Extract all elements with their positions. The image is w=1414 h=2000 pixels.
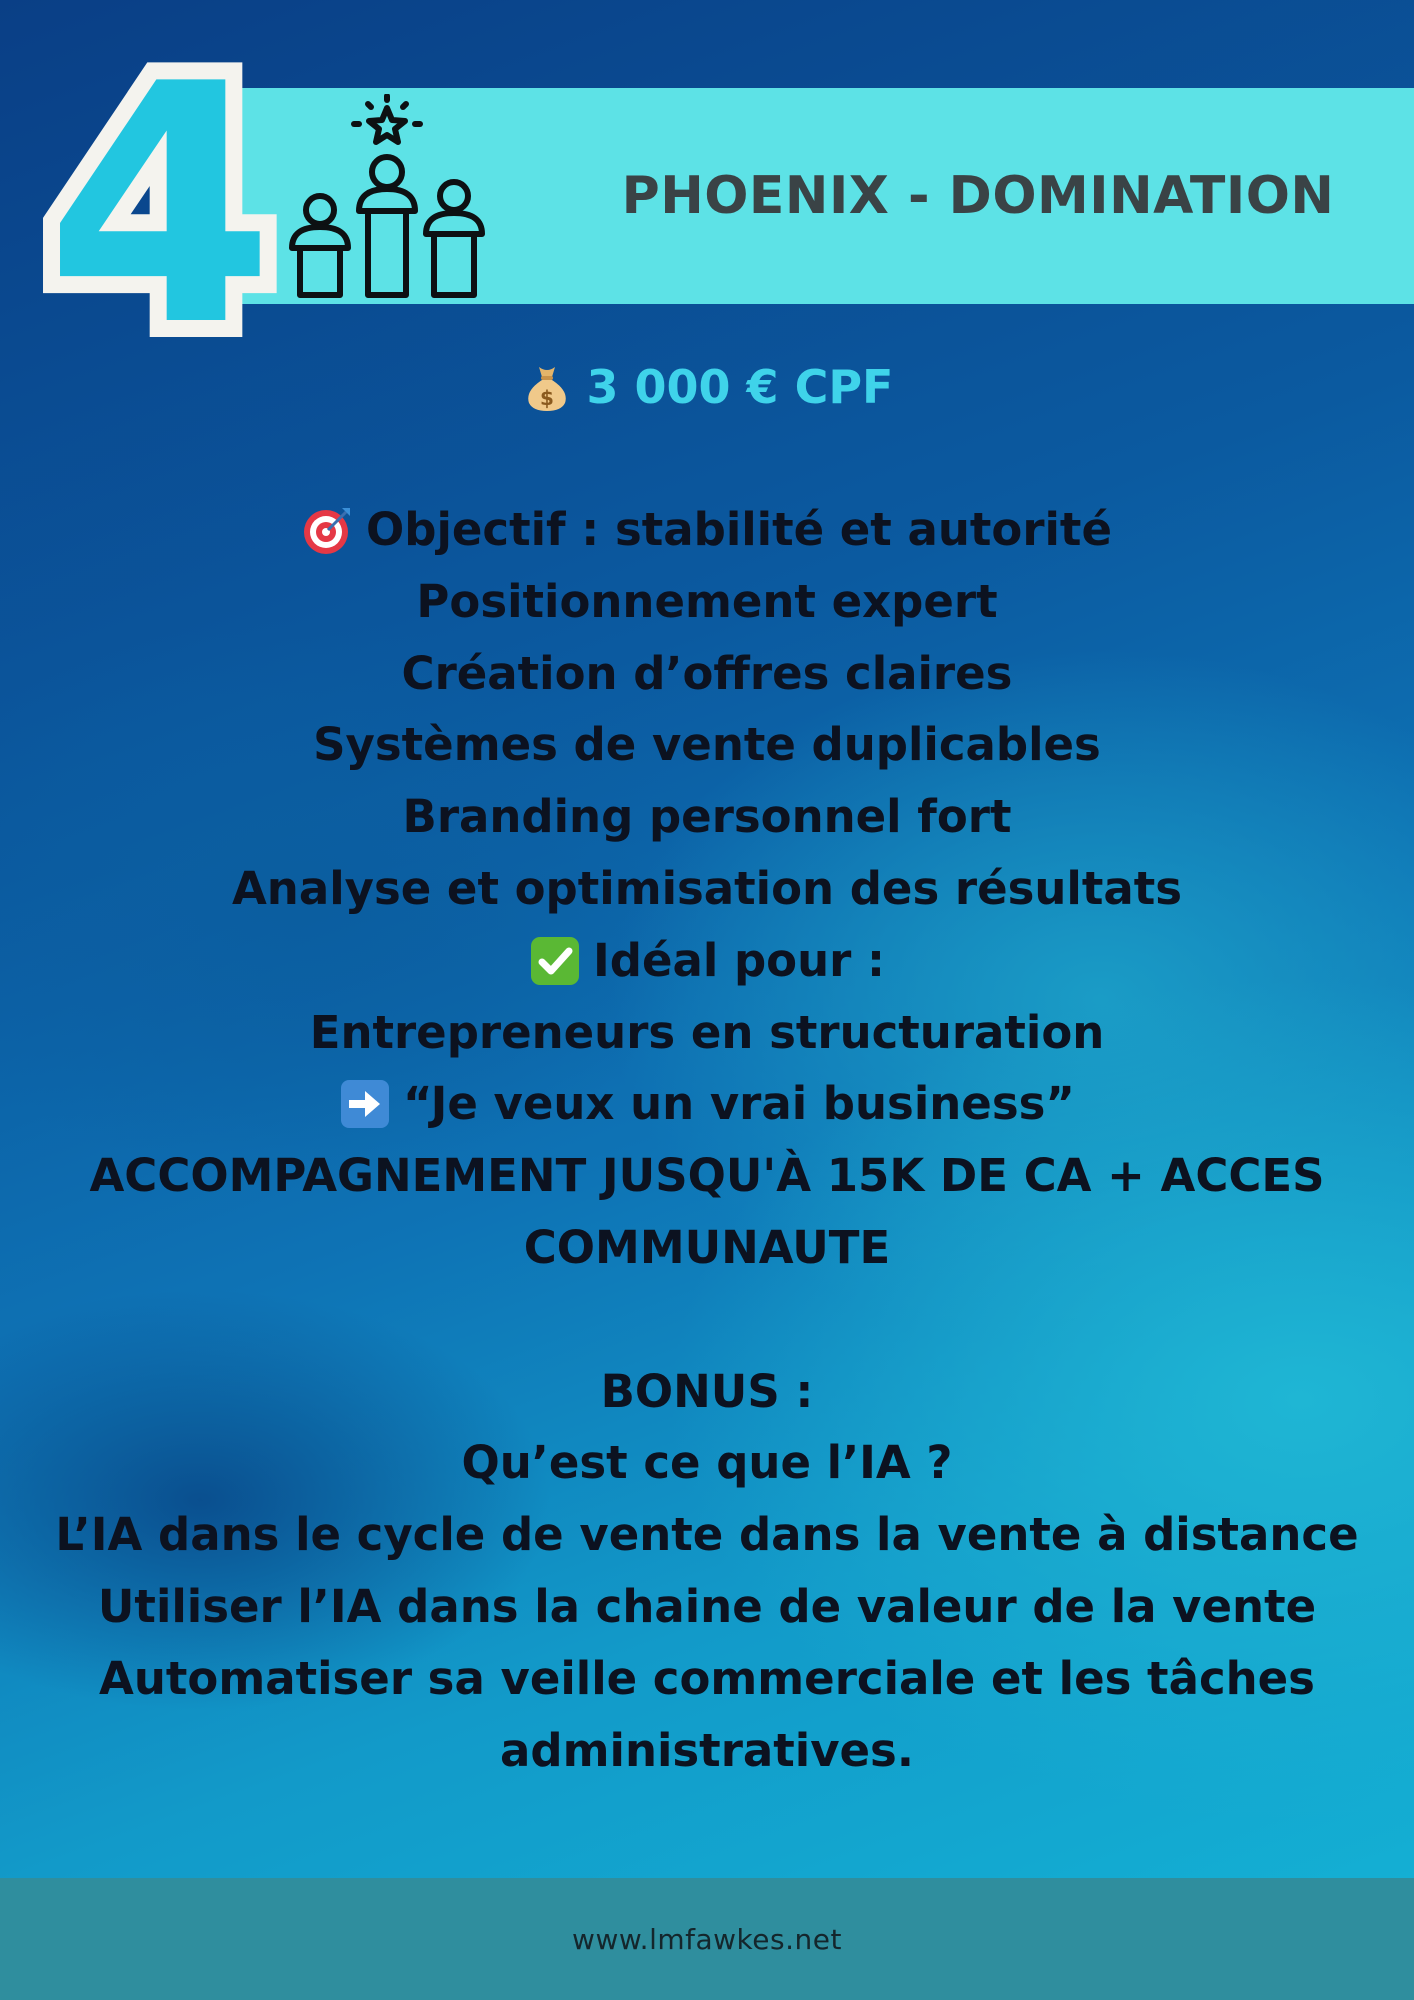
spacer [30,1284,1384,1356]
target-icon [302,504,354,556]
star-icon [354,96,420,142]
bonus-item: Qu’est ce que l’IA ? [461,1436,953,1490]
arrow-right-icon [339,1078,391,1130]
price-line [0,352,1414,422]
objective-heading-text: Objectif : stabilité et autorité [366,503,1112,556]
website-link[interactable]: www.lmfawkes.net [572,1922,842,1956]
bonus-item: Automatiser sa veille commerciale et les tâches administratives. [99,1651,1315,1777]
objective-item: Positionnement expert [416,574,998,628]
ideal-quote [30,1068,1384,1140]
footer-bar [0,1878,1414,2000]
step-number [28,20,292,350]
ideal-audience: Entrepreneurs en structuration [309,1005,1105,1059]
bonus-item: Utiliser l’IA dans la chaine de valeur de la vente [97,1579,1317,1633]
ideal-heading [30,925,1384,997]
objective-item: Création d’offres claires [401,646,1013,700]
podium-people-icon [284,94,490,298]
ideal-quote-text: “Je veux un vrai business” [403,1077,1075,1131]
bonus-item: L’IA dans le cycle de vente dans la vente à distance [55,1508,1359,1562]
svg-text:$: $ [539,386,554,410]
content-block [30,494,1384,1786]
ideal-heading-text: Idéal pour : [593,933,885,987]
bonus-heading: BONUS : [600,1364,814,1418]
page-title: PHOENIX - DOMINATION [621,166,1335,226]
objective-item: Analyse et optimisation des résultats [231,861,1183,915]
check-mark-icon [529,935,581,987]
offer-text: ACCOMPAGNEMENT JUSQU'À 15K DE CA + ACCES COMMUNAUTE [89,1149,1325,1274]
price-text: 3 000 € CPF [586,360,894,414]
objective-heading [30,494,1384,566]
objective-item: Systèmes de vente duplicables [313,718,1101,772]
objective-item: Branding personnel fort [402,790,1012,844]
step-number-text: 4 [45,20,275,350]
money-bag-icon [521,361,573,413]
